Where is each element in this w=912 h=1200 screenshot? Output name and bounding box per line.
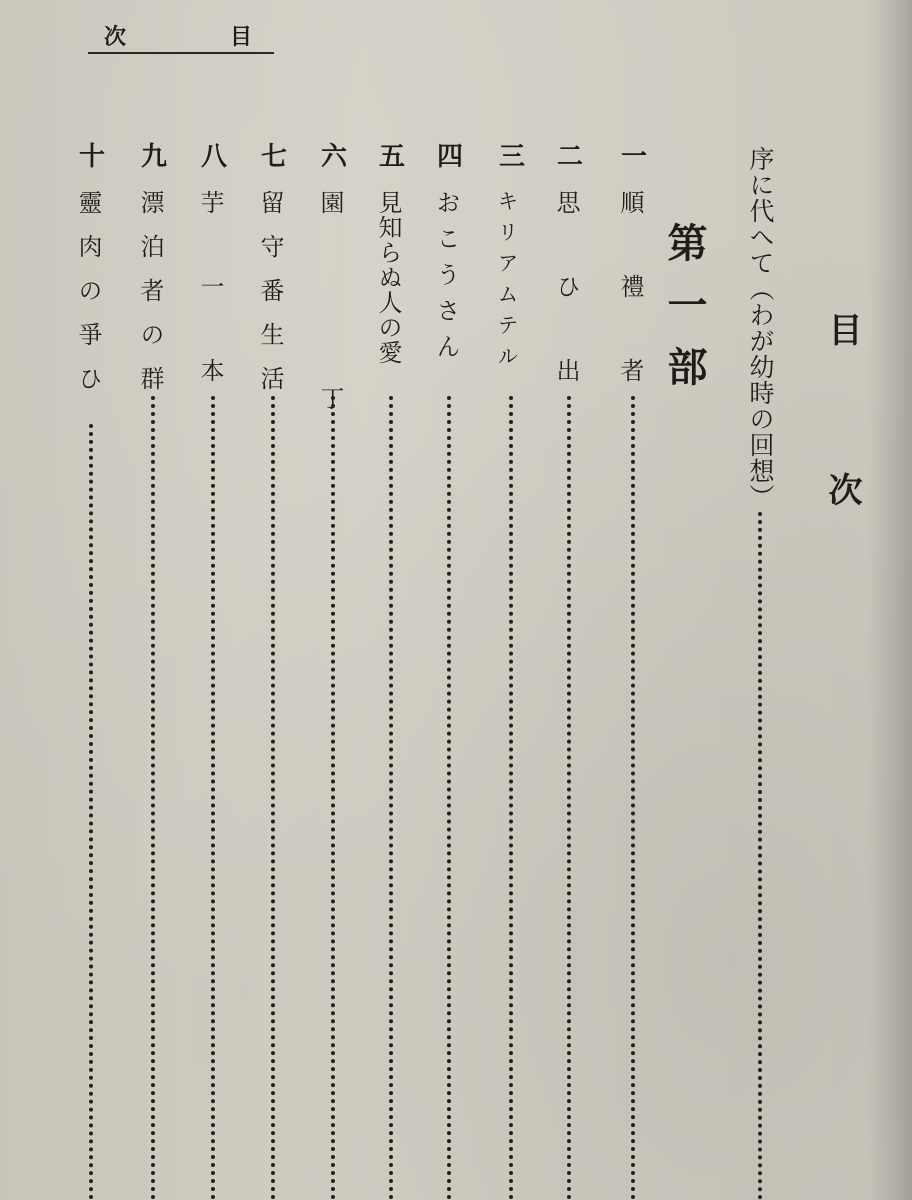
entry-number: 三 xyxy=(498,142,525,172)
entry-number: 六 xyxy=(320,142,347,172)
entry-leader-dots xyxy=(447,396,451,1200)
entry-leader-dots xyxy=(509,396,513,1200)
running-header-right: 目 xyxy=(229,24,252,50)
entry-leader-dots xyxy=(271,396,275,1200)
entry-title: 留守番生活 xyxy=(256,190,284,410)
entry-title: 漂泊者の群 xyxy=(136,190,164,410)
entry-leader-dots xyxy=(151,396,155,1200)
page-edge-shadow xyxy=(868,0,912,1200)
entry-leader-dots xyxy=(389,396,393,1200)
preface-entry: 序に代へて（わが幼時の回想） xyxy=(746,146,775,510)
entry-leader-dots xyxy=(331,396,335,1200)
preface-leader-dots xyxy=(758,512,762,1200)
entry-title: 園 丁 xyxy=(316,190,344,482)
page-title-char-1: 目 xyxy=(822,312,862,346)
entry-title: 見知らぬ人の愛 xyxy=(374,190,402,365)
entry-leader-dots xyxy=(89,424,93,1200)
entry-title: 思 ひ 出 xyxy=(552,190,580,398)
entry-leader-dots xyxy=(567,396,571,1200)
entry-title: 芋 一 本 xyxy=(196,190,224,398)
entry-title: 靈肉の爭ひ xyxy=(74,190,102,410)
part-heading: 第一部 xyxy=(661,222,708,408)
entry-leader-dots xyxy=(631,396,635,1200)
entry-title: キリアムテル xyxy=(495,190,519,376)
entry-leader-dots xyxy=(211,396,215,1200)
entry-number: 十 xyxy=(78,142,105,172)
entry-number: 五 xyxy=(378,142,405,172)
entry-number: 四 xyxy=(436,142,463,172)
entry-title: 順 禮 者 xyxy=(616,190,644,398)
entry-number: 九 xyxy=(140,142,167,172)
entry-title: おこうさん xyxy=(432,190,460,370)
running-header xyxy=(88,20,274,54)
entry-number: 八 xyxy=(200,142,227,172)
entry-number: 七 xyxy=(260,142,287,172)
page-title-char-2: 次 xyxy=(822,472,862,506)
running-header-left: 次 xyxy=(104,24,127,50)
entry-number: 二 xyxy=(556,142,583,172)
entry-number: 一 xyxy=(620,142,647,172)
